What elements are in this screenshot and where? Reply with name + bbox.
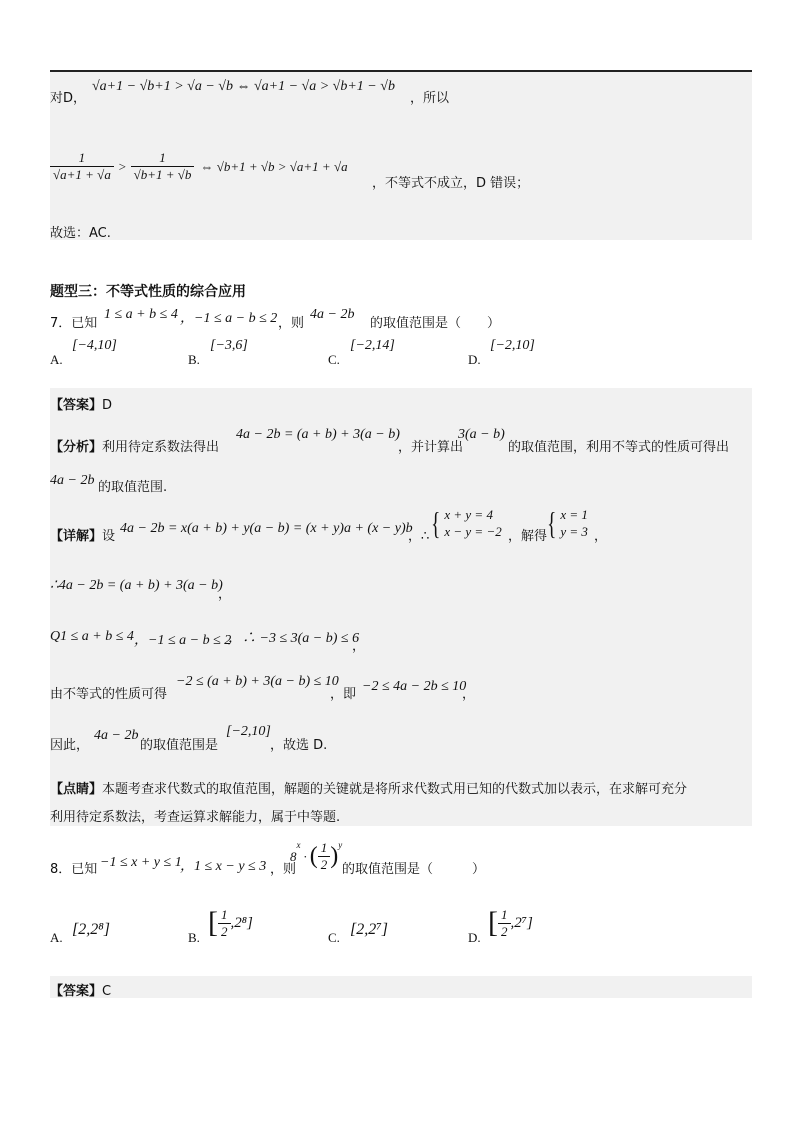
analysis-text-a: 利用待定系数法得出	[102, 440, 220, 455]
q8-b-frac	[218, 907, 231, 940]
d-label: 对D，	[50, 91, 87, 106]
q8-d-frac	[498, 907, 511, 940]
q7-analysis-math1: 4a − 2b = (a + b) + 3(a − b)	[236, 427, 400, 442]
q7-option-d-value[interactable]: [−2,10]	[490, 338, 535, 353]
section-title: 题型三：不等式性质的综合应用	[50, 284, 246, 300]
q7-detail-therefore: ，∴	[408, 529, 430, 544]
system1-row2: x − y = −2	[444, 524, 502, 539]
fraction-b	[131, 150, 195, 183]
q7-suffix: 的取值范围是（ ）	[370, 316, 501, 331]
paren-left: (	[309, 843, 318, 869]
system2-row1: x = 1	[560, 507, 588, 522]
q8-expression	[290, 840, 342, 873]
expr-base: 8	[290, 848, 297, 864]
q7-analysis-line2-text: 的取值范围.	[98, 480, 168, 495]
bracket-left: [	[488, 906, 498, 939]
q7-because-b: ，−1 ≤ a − b ≤ 2	[134, 633, 232, 648]
answer-tag-text: 【答案】	[50, 984, 103, 999]
q7-thus-b: 的取值范围是	[140, 738, 219, 753]
q7-detail-solve: ，解得	[508, 529, 548, 544]
answer-tag-text: 【答案】	[50, 398, 103, 413]
d-suffix: ，所以	[410, 91, 450, 106]
q8-cond2: ，1 ≤ x − y ≤ 3	[180, 859, 267, 874]
q7-detail	[50, 525, 115, 544]
q8-d-den: 2	[498, 923, 511, 940]
q7-thus-math: 4a − 2b	[94, 728, 139, 743]
system2-row2: y = 3	[560, 524, 588, 539]
q7-prop-math: −2 ≤ (a + b) + 3(a − b) ≤ 10	[176, 674, 339, 689]
q7-analysis	[50, 436, 219, 455]
q7-system-1	[428, 506, 502, 540]
q7-analysis-math2: 3(a − b)	[458, 427, 505, 442]
expr-exp: x	[296, 840, 301, 850]
q7-system-2	[544, 506, 588, 540]
q7-detail-math1: 4a − 2b = x(a + b) + y(a − b) = (x + y)a + (x − y)b	[120, 521, 413, 536]
expr-frac-den: 2	[318, 856, 331, 873]
q7-option-c-label[interactable]: C.	[328, 352, 340, 367]
fraction-a-denominator: √a+1 + √a	[50, 166, 114, 183]
expr-dot: ·	[303, 848, 307, 864]
q7-thus-range: [−2,10]	[226, 724, 271, 739]
q7-expr: 4a − 2b	[310, 307, 355, 322]
q7-because-c: ，∴ −3 ≤ 3(a − b) ≤ 6	[228, 631, 360, 646]
fraction-b-denominator: √b+1 + √b	[131, 166, 195, 183]
fraction-a	[50, 150, 114, 183]
bracket-left: [	[208, 906, 218, 939]
fraction-b-numerator: 1	[159, 150, 166, 165]
q7-detail-end: ，	[594, 529, 608, 544]
q8-mid: ，则	[270, 862, 297, 877]
q8-answer	[50, 980, 111, 999]
paren-right: )	[330, 843, 339, 869]
q7-option-b-value[interactable]: [−3,6]	[210, 338, 248, 353]
q8-option-a-value[interactable]: [2,2⁸]	[72, 921, 111, 938]
q8-b-rest: ,2⁸]	[230, 914, 253, 931]
d-conclusion: ，不等式不成立，D 错误；	[372, 176, 530, 191]
expr-frac-num: 1	[320, 840, 328, 855]
brace-icon: {	[547, 505, 557, 541]
q7-analysis-c: 的取值范围，利用不等式的性质可得出	[508, 440, 730, 455]
q7-analysis-b: ，并计算出	[398, 440, 464, 455]
q7-option-b-label[interactable]: B.	[188, 352, 200, 367]
q8-d-rest: ,2⁷]	[510, 914, 533, 931]
q8-suffix: 的取值范围是（ ）	[342, 862, 486, 877]
q8-option-d-value[interactable]	[488, 906, 533, 940]
q8-cond1: −1 ≤ x + y ≤ 1	[100, 855, 182, 870]
q7-therefore-end: ，	[218, 587, 232, 602]
conclusion-ac: 故选：AC.	[50, 226, 111, 241]
q7-therefore-line: ∴4a − 2b = (a + b) + 3(a − b)	[50, 578, 223, 593]
comment-tag: 【点睛】	[50, 782, 103, 797]
q8-b-den: 2	[218, 923, 231, 940]
q8-option-d-label[interactable]: D.	[468, 930, 481, 945]
q7-prop-b: ，即	[330, 687, 357, 702]
q7-option-a-value[interactable]: [−4,10]	[72, 338, 117, 353]
detail-text-a: 设	[102, 529, 116, 544]
q8-b-num: 1	[221, 906, 228, 922]
q7-thus-c: ，故选 D.	[270, 738, 328, 753]
d-fraction-line	[50, 150, 348, 183]
q8-option-b-label[interactable]: B.	[188, 930, 200, 945]
q7-prop-a: 由不等式的性质可得	[50, 687, 168, 702]
q8-option-b-value[interactable]	[208, 906, 253, 940]
expr-exp2: y	[338, 840, 343, 850]
q8-option-c-value[interactable]: [2,2⁷]	[350, 921, 389, 938]
detail-tag: 【详解】	[50, 529, 103, 544]
greater-than: >	[117, 158, 127, 174]
d-inequality: √a+1 − √b+1 > √a − √b ⇔ √a+1 − √a > √b+1 − √b	[92, 79, 395, 94]
q7-answer: D	[102, 398, 113, 413]
brace-icon: {	[431, 505, 441, 541]
d-equivalence: ⇔ √b+1 + √b > √a+1 + √a	[200, 158, 348, 174]
fraction-a-numerator: 1	[78, 150, 86, 165]
q7-because-d: ，	[352, 639, 366, 654]
q8-option-a-label[interactable]: A.	[50, 930, 63, 945]
expr-frac	[318, 840, 331, 873]
q7-answer-tag	[50, 394, 112, 413]
q7-prop-c: ，	[462, 687, 476, 702]
q7-prefix: 7．已知	[50, 316, 98, 331]
q7-comment-line1	[50, 778, 687, 797]
q7-cond2: ，−1 ≤ a − b ≤ 2	[180, 311, 278, 326]
q7-option-d-label[interactable]: D.	[468, 352, 481, 367]
q8-option-c-label[interactable]: C.	[328, 930, 340, 945]
comment-text-1: 本题考查求代数式的取值范围，解题的关键就是将所求代数式用已知的代数式加以表示，在求解可充分	[102, 782, 688, 797]
q7-analysis-line2-math: 4a − 2b	[50, 473, 95, 488]
solution-block-q8	[50, 976, 752, 998]
q7-cond1: 1 ≤ a + b ≤ 4	[104, 307, 178, 322]
q7-because-a: Q1 ≤ a + b ≤ 4	[50, 629, 134, 644]
q7-option-c-value[interactable]: [−2,14]	[350, 338, 395, 353]
q8-answer-value: C	[102, 984, 112, 999]
q8-d-num: 1	[501, 906, 508, 922]
q8-prefix: 8．已知	[50, 862, 98, 877]
analysis-tag: 【分析】	[50, 440, 103, 455]
q7-comment-line2: 利用待定系数法，考查运算求解能力，属于中等题.	[50, 810, 341, 825]
q7-prop-math2: −2 ≤ 4a − 2b ≤ 10	[362, 679, 467, 694]
q7-option-a-label[interactable]: A.	[50, 352, 63, 367]
q7-thus-a: 因此，	[50, 738, 90, 753]
system1-row1: x + y = 4	[444, 507, 493, 522]
q7-mid: ，则	[278, 316, 305, 331]
